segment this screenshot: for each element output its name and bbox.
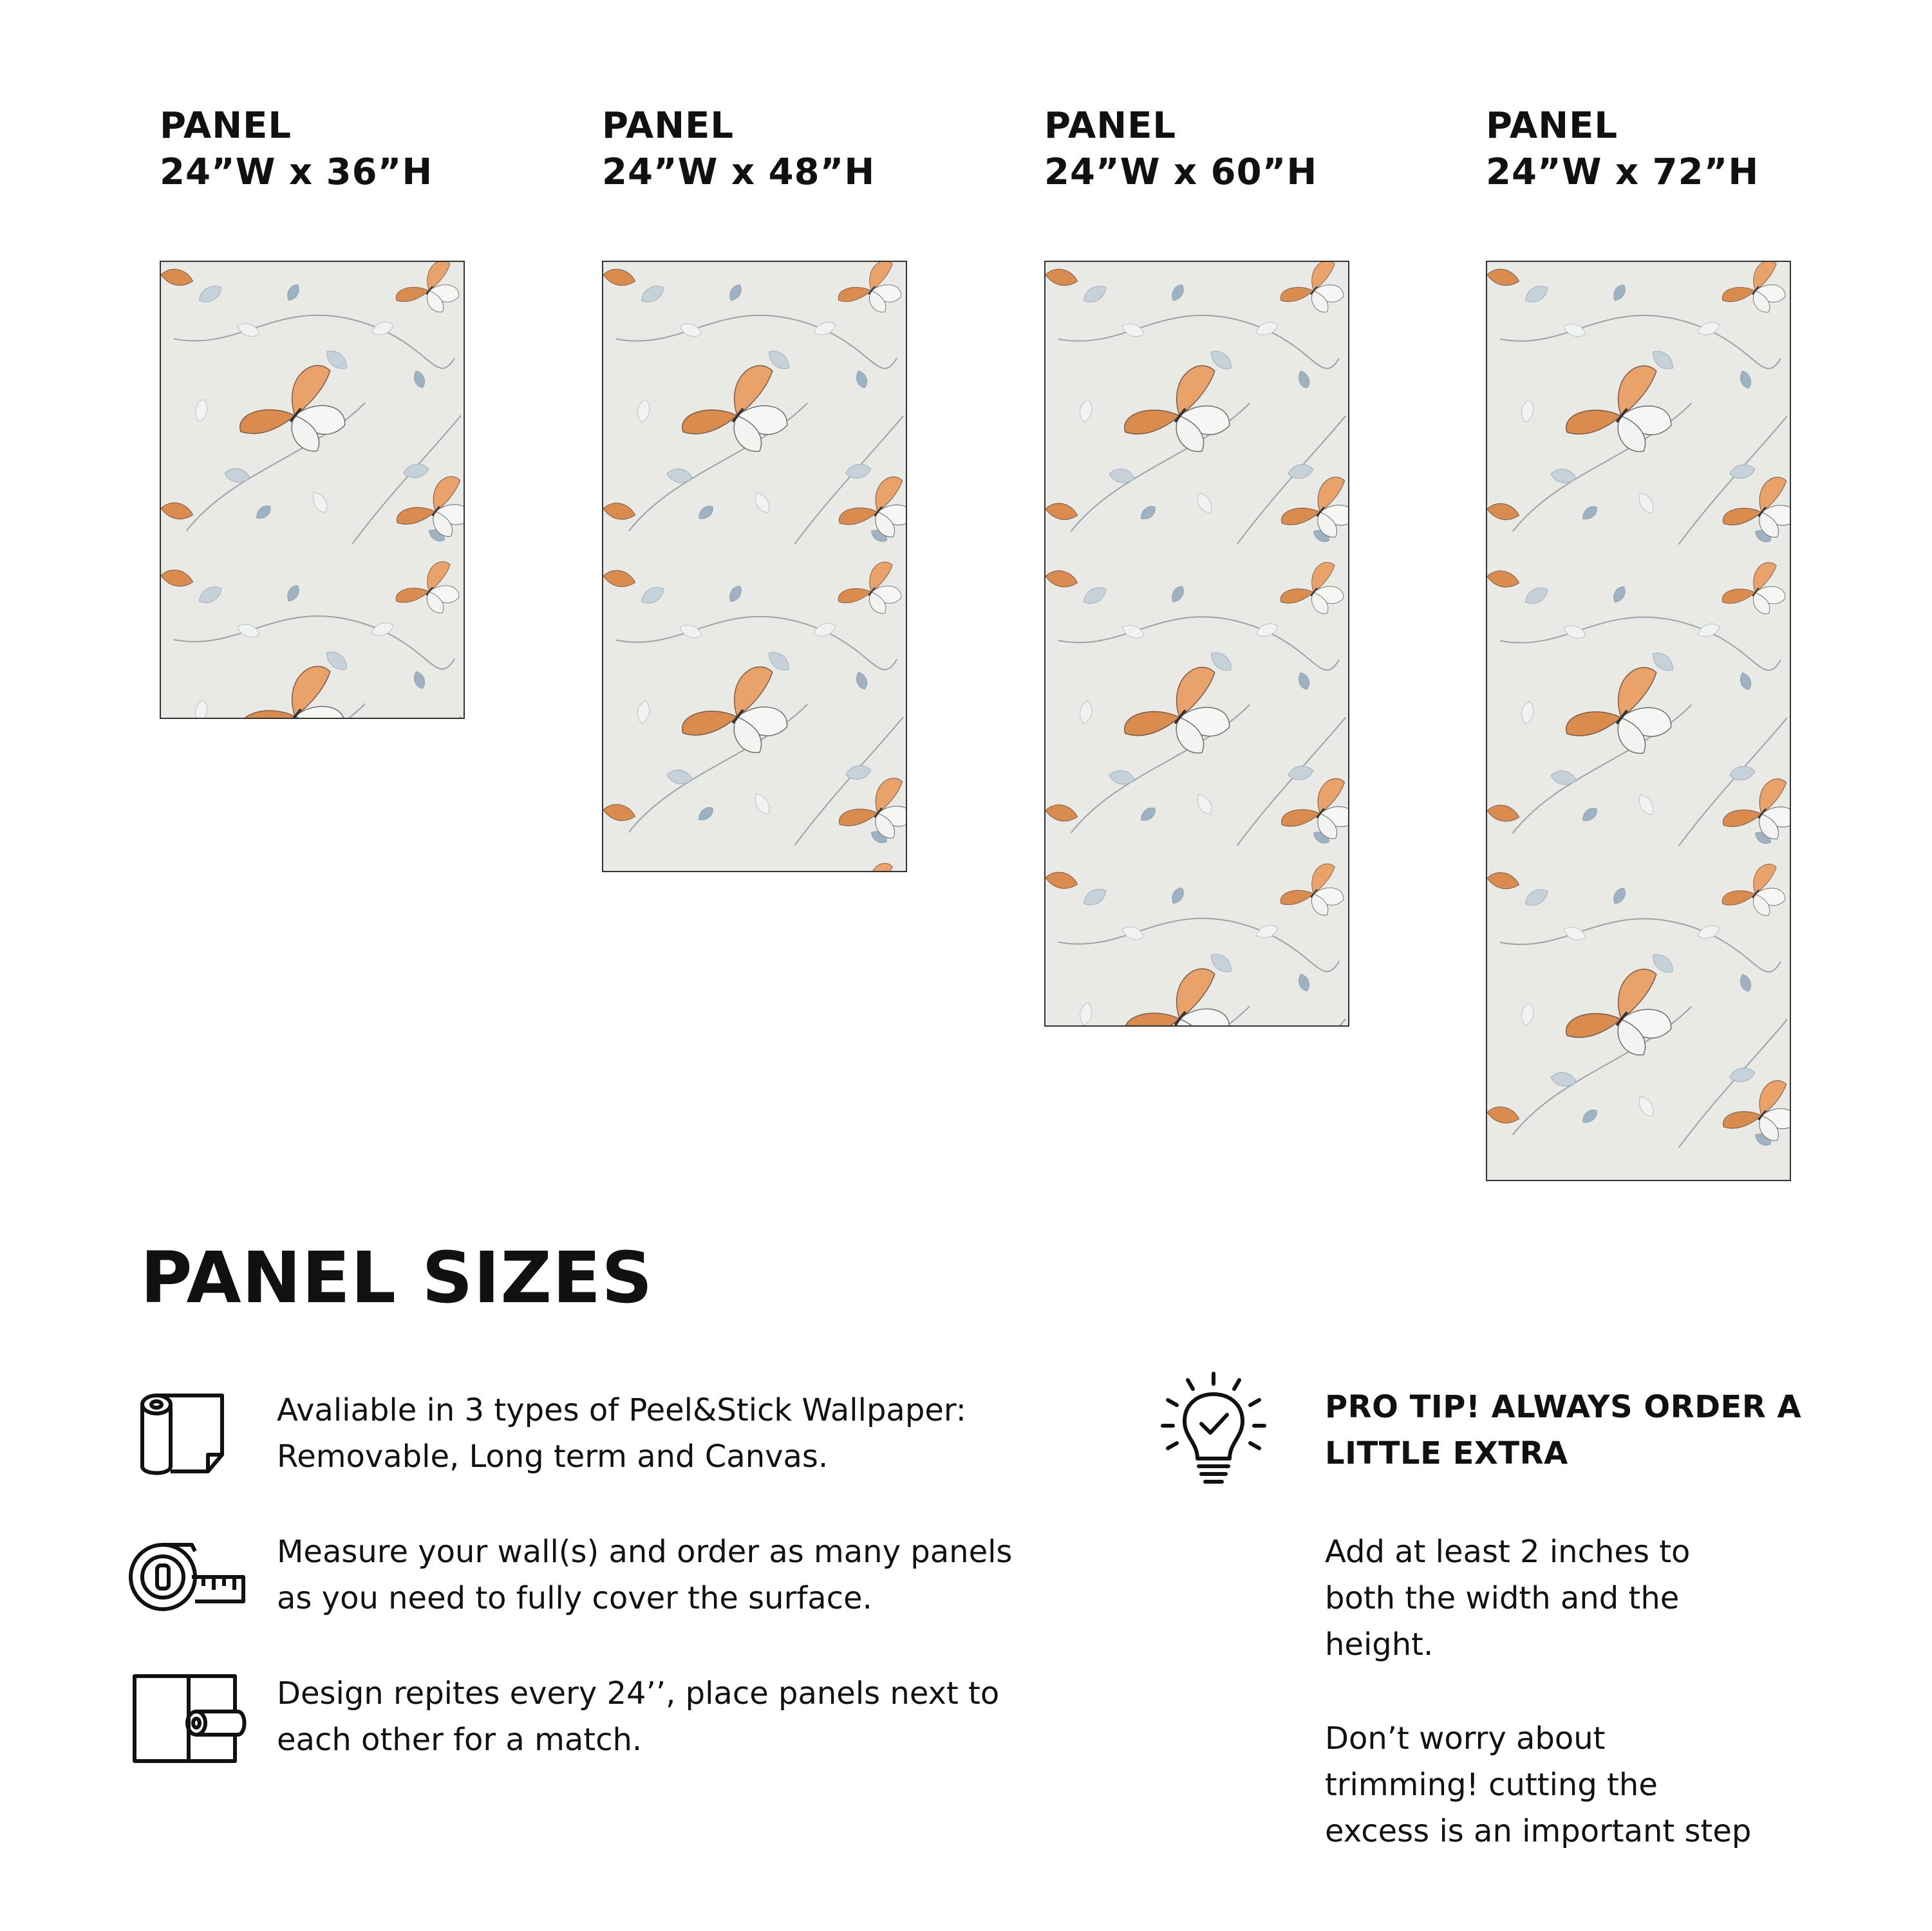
- measuring-tape-icon: [127, 1537, 247, 1614]
- pro-tip-paragraph-1: [1325, 1529, 1904, 1668]
- pro-tip-line: Don’t worry about: [1325, 1721, 1606, 1757]
- feature-line: Design repites every 24’’, place panels next to: [277, 1675, 1000, 1712]
- section-title: PANEL SIZES: [140, 1236, 653, 1319]
- panel-label: PANEL: [1044, 105, 1177, 147]
- feature-text-3: [277, 1670, 1146, 1763]
- panel-size: 24”W x 60”H: [1044, 151, 1318, 193]
- panel-preview-36: [160, 261, 465, 719]
- pro-tip-heading: [1325, 1384, 1904, 1477]
- panel-size: 24”W x 72”H: [1486, 151, 1759, 193]
- pro-tip-line: excess is an important step: [1325, 1813, 1752, 1849]
- panel-24x48: [602, 103, 911, 196]
- pro-tip-heading-line: LITTLE EXTRA: [1325, 1435, 1568, 1471]
- pro-tip-line: Add at least 2 inches to: [1325, 1534, 1691, 1570]
- pro-tip-line: height.: [1325, 1627, 1434, 1663]
- panel-label: PANEL: [602, 105, 735, 147]
- panel-size: 24”W x 36”H: [160, 151, 433, 193]
- pro-tip-line: trimming! cutting the: [1325, 1767, 1658, 1803]
- panel-preview-72: [1486, 261, 1791, 1181]
- feature-line: Avaliable in 3 types of Peel&Stick Wallpaper:: [277, 1392, 966, 1428]
- feature-line: each other for a match.: [277, 1722, 642, 1758]
- panel-24x72: [1486, 103, 1795, 196]
- pro-tip-line: both the width and the: [1325, 1580, 1680, 1616]
- lightbulb-check-icon: [1159, 1371, 1268, 1487]
- pro-tip-heading-line: PRO TIP! ALWAYS ORDER A: [1325, 1389, 1802, 1425]
- wallpaper-pattern: [161, 262, 464, 718]
- panel-24x36: [160, 103, 469, 196]
- wallpaper-roll-icon: [132, 1390, 229, 1480]
- feature-text-2: [277, 1529, 1146, 1621]
- panel-label: PANEL: [160, 105, 292, 147]
- feature-text-1: [277, 1387, 1146, 1480]
- panel-size: 24”W x 48”H: [602, 151, 876, 193]
- panel-preview-60: [1044, 261, 1349, 1027]
- pro-tip-paragraph-2: [1325, 1715, 1904, 1854]
- feature-line: Measure your wall(s) and order as many panels: [277, 1534, 1013, 1570]
- feature-line: as you need to fully cover the surface.: [277, 1580, 872, 1616]
- panel-preview-48: [602, 261, 907, 872]
- panel-roll-icon: [132, 1674, 248, 1764]
- wallpaper-pattern: [1046, 262, 1348, 1025]
- panel-24x60: [1044, 103, 1353, 196]
- panel-label: PANEL: [1486, 105, 1618, 147]
- feature-line: Removable, Long term and Canvas.: [277, 1439, 829, 1475]
- wallpaper-pattern: [603, 262, 906, 871]
- wallpaper-pattern: [1487, 262, 1790, 1180]
